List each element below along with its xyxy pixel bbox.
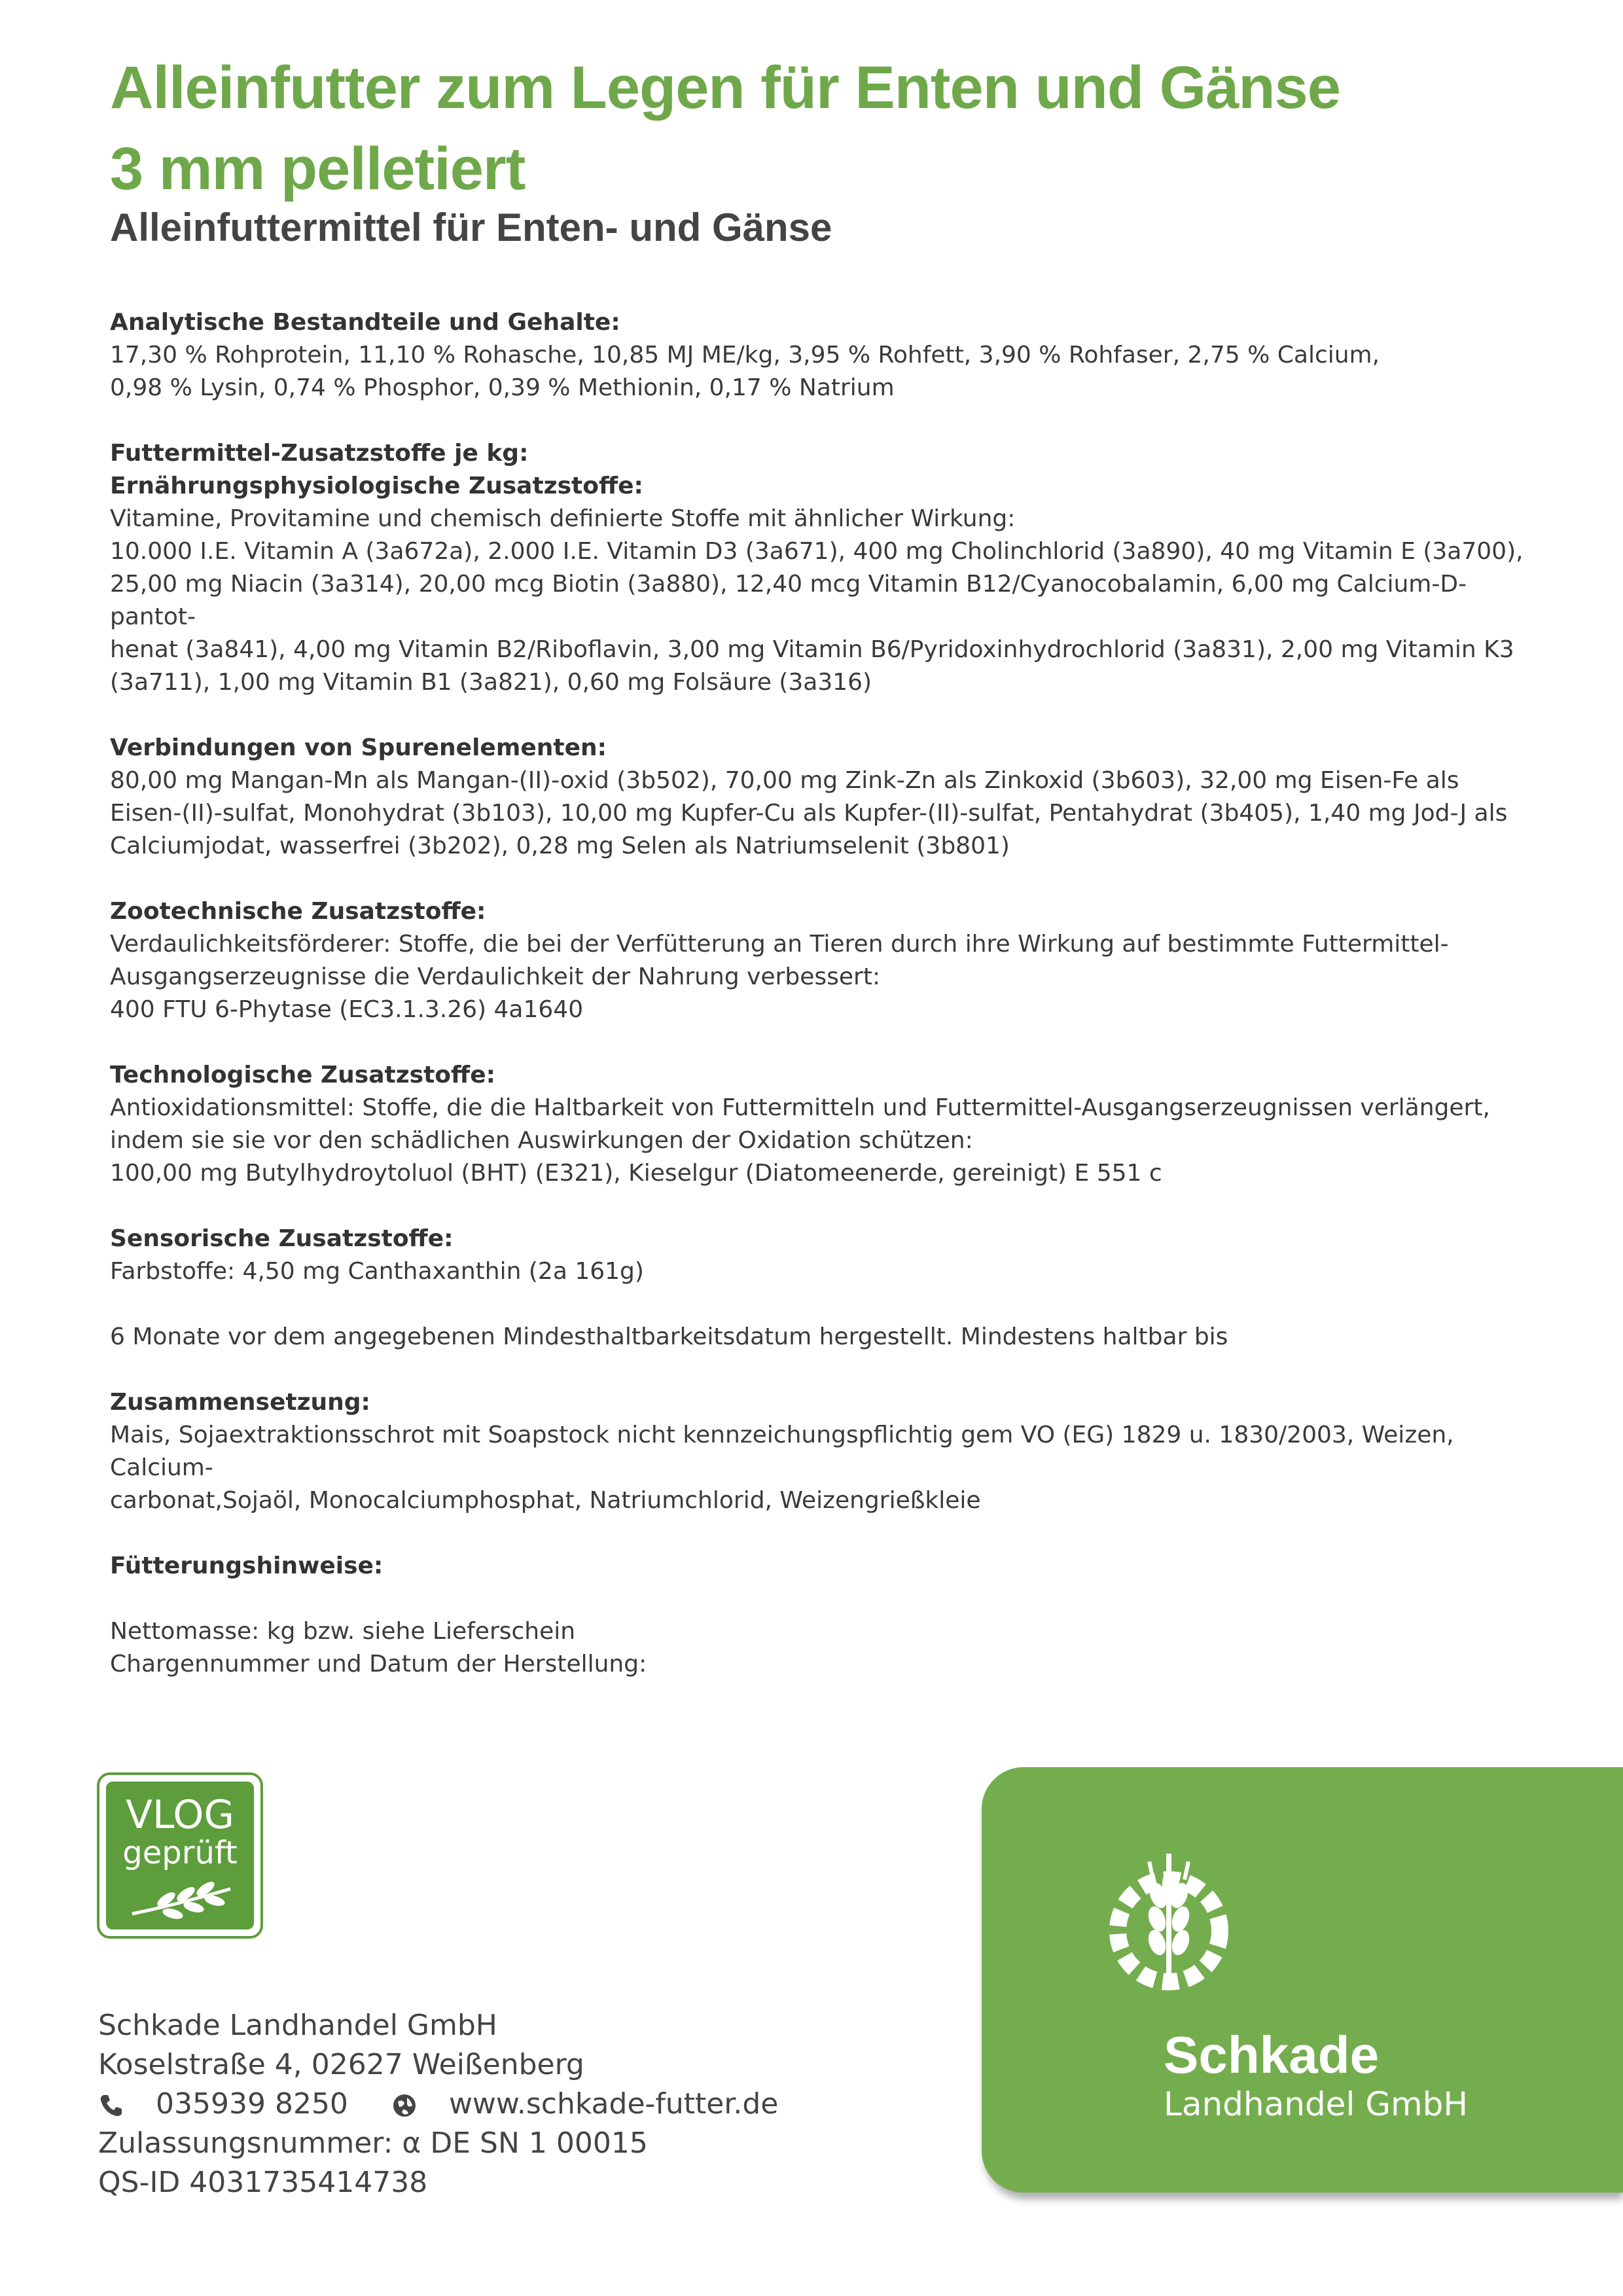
wheat-gear-logo-icon	[1103, 1846, 1234, 2003]
feeding-heading: Fütterungshinweise:	[110, 1552, 383, 1579]
company-address	[98, 2006, 778, 2202]
website-link[interactable]: www.schkade-futter.de	[448, 2087, 779, 2121]
composition-heading: Zusammensetzung:	[110, 1389, 370, 1416]
vitamins-intro: Vitamine, Provitamine und chemisch definierte Stoffe mit ähnlicher Wirkung:	[110, 505, 1016, 532]
analytics-text: 17,30 % Rohprotein, 11,10 % Rohasche, 10,85 MJ ME/kg, 3,95 % Rohfett, 3,90 % Rohfaser, 2,75 % Calcium, 0,98 % Lysin, 0,74 % Phosphor, 0,39 % Methionin, 0,17 % Natrium	[110, 342, 1380, 401]
trace-elements-text: 80,00 mg Mangan-Mn als Mangan-(II)-oxid (3b502), 70,00 mg Zink-Zn als Zinkoxid (3b603), 32,00 mg Eisen-Fe als Eisen-(II)-sulfat, Monohydrat (3b103), 10,00 mg Kupfer-Cu als Kupfer-(II)-sulfat, Pentahydrat (3b405), 1,40 mg Jod-J als Calciumjodat, wasserfrei (3b202), 0,28 mg Selen als Natriumselenit (3b801)	[110, 767, 1508, 859]
brand-panel	[982, 1767, 1623, 2193]
phone-number[interactable]: 035939 8250	[156, 2087, 348, 2121]
composition-text: Mais, Sojaextraktionsschrot mit Soapstock nicht kennzeichungspflichtig gem VO (EG) 1829 u. 1830/2003, Weizen, Calcium- carbonat,Sojaöl, Monocalciumphosphat, Natriumchlorid, Weizengrießkleie	[110, 1422, 1454, 1514]
globe-icon	[391, 2092, 418, 2119]
technological-text: Antioxidationsmittel: Stoffe, die die Haltbarkeit von Futtermitteln und Futtermittel-Ausgangserzeugnissen verlängert, indem sie sie vor den schädlichen Auswirkungen der Oxidation schützen: 100,00 mg Butylhydroytoluol (BHT) (E321), Kieselgur (Diatomeenerde, gereinigt) E 551 c	[110, 1094, 1490, 1187]
sensory-text: Farbstoffe: 4,50 mg Canthaxanthin (2a 161g)	[110, 1258, 644, 1285]
qs-id: QS-ID 4031735414738	[98, 2166, 428, 2199]
wheat-leaf-icon	[126, 1880, 243, 1919]
product-title-line1: Alleinfutter zum Legen für Enten und Gänse	[110, 54, 1340, 121]
brand-name: Schkade	[1164, 2026, 1380, 2084]
brand-subtitle: Landhandel GmbH	[1164, 2085, 1469, 2123]
nutrition-additives-heading: Ernährungsphysiologische Zusatzstoffe:	[110, 473, 643, 499]
zootechnical-text: Verdaulichkeitsförderer: Stoffe, die bei der Verfütterung an Tieren durch ihre Wirkung auf bestimmte Futtermittel- Ausgangserzeugnisse die Verdaulichkeit der Nahrung verbessert: 400 FTU 6-Phytase (EC3.1.3.26) 4a1640	[110, 931, 1449, 1023]
analytics-heading: Analytische Bestandteile und Gehalte:	[110, 309, 620, 336]
sensory-heading: Sensorische Zusatzstoffe:	[110, 1225, 454, 1252]
contact-line	[98, 2085, 778, 2124]
trace-elements-heading: Verbindungen von Spurenelementen:	[110, 734, 607, 761]
product-title-line2: 3 mm pelletiert	[110, 135, 526, 202]
net-mass-text: Nettomasse: kg bzw. siehe Lieferschein	[110, 1618, 576, 1645]
vlog-badge-line2: geprüft	[122, 1835, 238, 1871]
vlog-badge-line1: VLOG	[125, 1792, 235, 1838]
company-street: Koselstraße 4, 02627 Weißenberg	[98, 2048, 584, 2081]
phone-icon	[98, 2092, 124, 2119]
technological-heading: Technologische Zusatzstoffe:	[110, 1062, 496, 1088]
additives-heading: Futtermittel-Zusatzstoffe je kg:	[110, 440, 529, 467]
product-subtitle: Alleinfuttermittel für Enten- und Gänse	[110, 206, 832, 249]
vitamins-text: 10.000 I.E. Vitamin A (3a672a), 2.000 I.E. Vitamin D3 (3a671), 400 mg Cholinchlorid (3a890), 40 mg Vitamin E (3a700), 25,00 mg Niacin (3a314), 20,00 mcg Biotin (3a880), 12,40 mcg Vitamin B12/Cyanocobalamin, 6,00 mg Calcium-D-pantot- henat (3a841), 4,00 mg Vitamin B2/Riboflavin, 3,00 mg Vitamin B6/Pyridoxinhydrochlorid (3a831), 2,00 mg Vitamin K3 (3a711), 1,00 mg Vitamin B1 (3a821), 0,60 mg Folsäure (3a316)	[110, 538, 1524, 696]
shelf-life-text: 6 Monate vor dem angegebenen Mindesthaltbarkeitsdatum hergestellt. Mindestens haltbar bis	[110, 1323, 1228, 1350]
approval-number: Zulassungsnummer: α DE SN 1 00015	[98, 2126, 648, 2160]
vlog-badge	[97, 1772, 263, 1939]
batch-text: Chargennummer und Datum der Herstellung:	[110, 1651, 647, 1677]
company-name: Schkade Landhandel GmbH	[98, 2009, 497, 2042]
zootechnical-heading: Zootechnische Zusatzstoffe:	[110, 898, 486, 925]
declaration-content	[110, 306, 1537, 1681]
